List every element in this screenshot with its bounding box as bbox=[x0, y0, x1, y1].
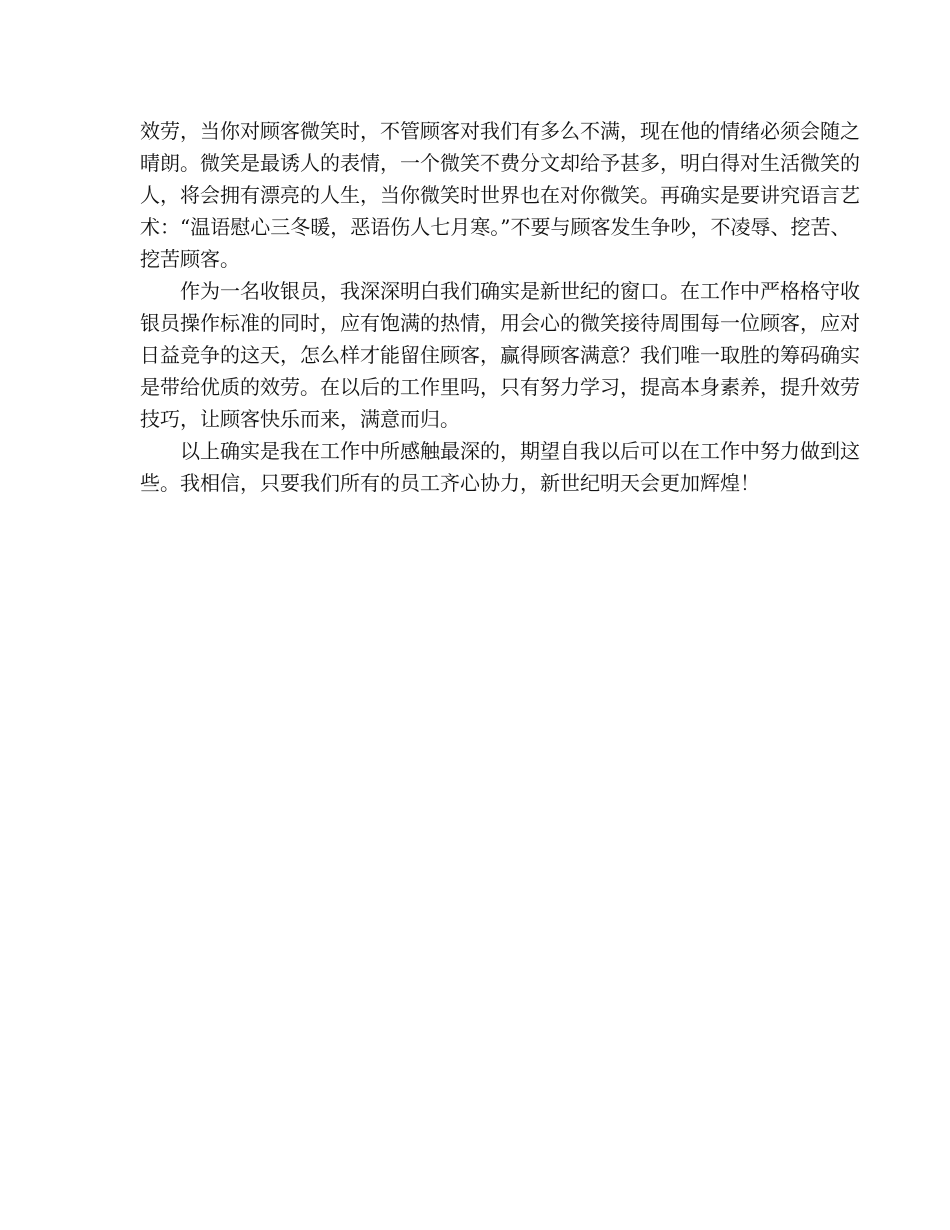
paragraph-1 bbox=[140, 115, 860, 275]
text-line: 些。我相信，只要我们所有的员工齐心协力，新世纪明天会更加辉煌！ bbox=[140, 471, 760, 495]
text-line: 挖苦顾客。 bbox=[140, 247, 240, 271]
text-line: 银员操作标准的同时，应有饱满的热情，用会心的微笑接待周围每一位顾客，应对 bbox=[140, 311, 860, 335]
text-line: 日益竞争的这天，怎么样才能留住顾客，赢得顾客满意？我们唯一取胜的筹码确实 bbox=[140, 343, 860, 367]
text-line: 效劳，当你对顾客微笑时，不管顾客对我们有多么不满，现在他的情绪必须会随之 bbox=[140, 119, 860, 143]
paragraph-2 bbox=[140, 275, 860, 435]
document-body bbox=[140, 115, 860, 499]
text-line: 人，将会拥有漂亮的人生，当你微笑时世界也在对你微笑。再确实是要讲究语言艺 bbox=[140, 183, 860, 207]
text-line: 以上确实是我在工作中所感触最深的，期望自我以后可以在工作中努力做到这 bbox=[180, 439, 860, 463]
text-line: 技巧，让顾客快乐而来，满意而归。 bbox=[140, 407, 460, 431]
text-line: 术：“温语慰心三冬暖，恶语伤人七月寒。”不要与顾客发生争吵，不凌辱、挖苦、 bbox=[140, 215, 851, 239]
text-line: 作为一名收银员，我深深明白我们确实是新世纪的窗口。在工作中严格格守收 bbox=[180, 279, 860, 303]
text-line: 是带给优质的效劳。在以后的工作里吗，只有努力学习，提高本身素养，提升效劳 bbox=[140, 375, 860, 399]
paragraph-3 bbox=[140, 435, 860, 499]
text-line: 晴朗。微笑是最诱人的表情，一个微笑不费分文却给予甚多，明白得对生活微笑的 bbox=[140, 151, 860, 175]
